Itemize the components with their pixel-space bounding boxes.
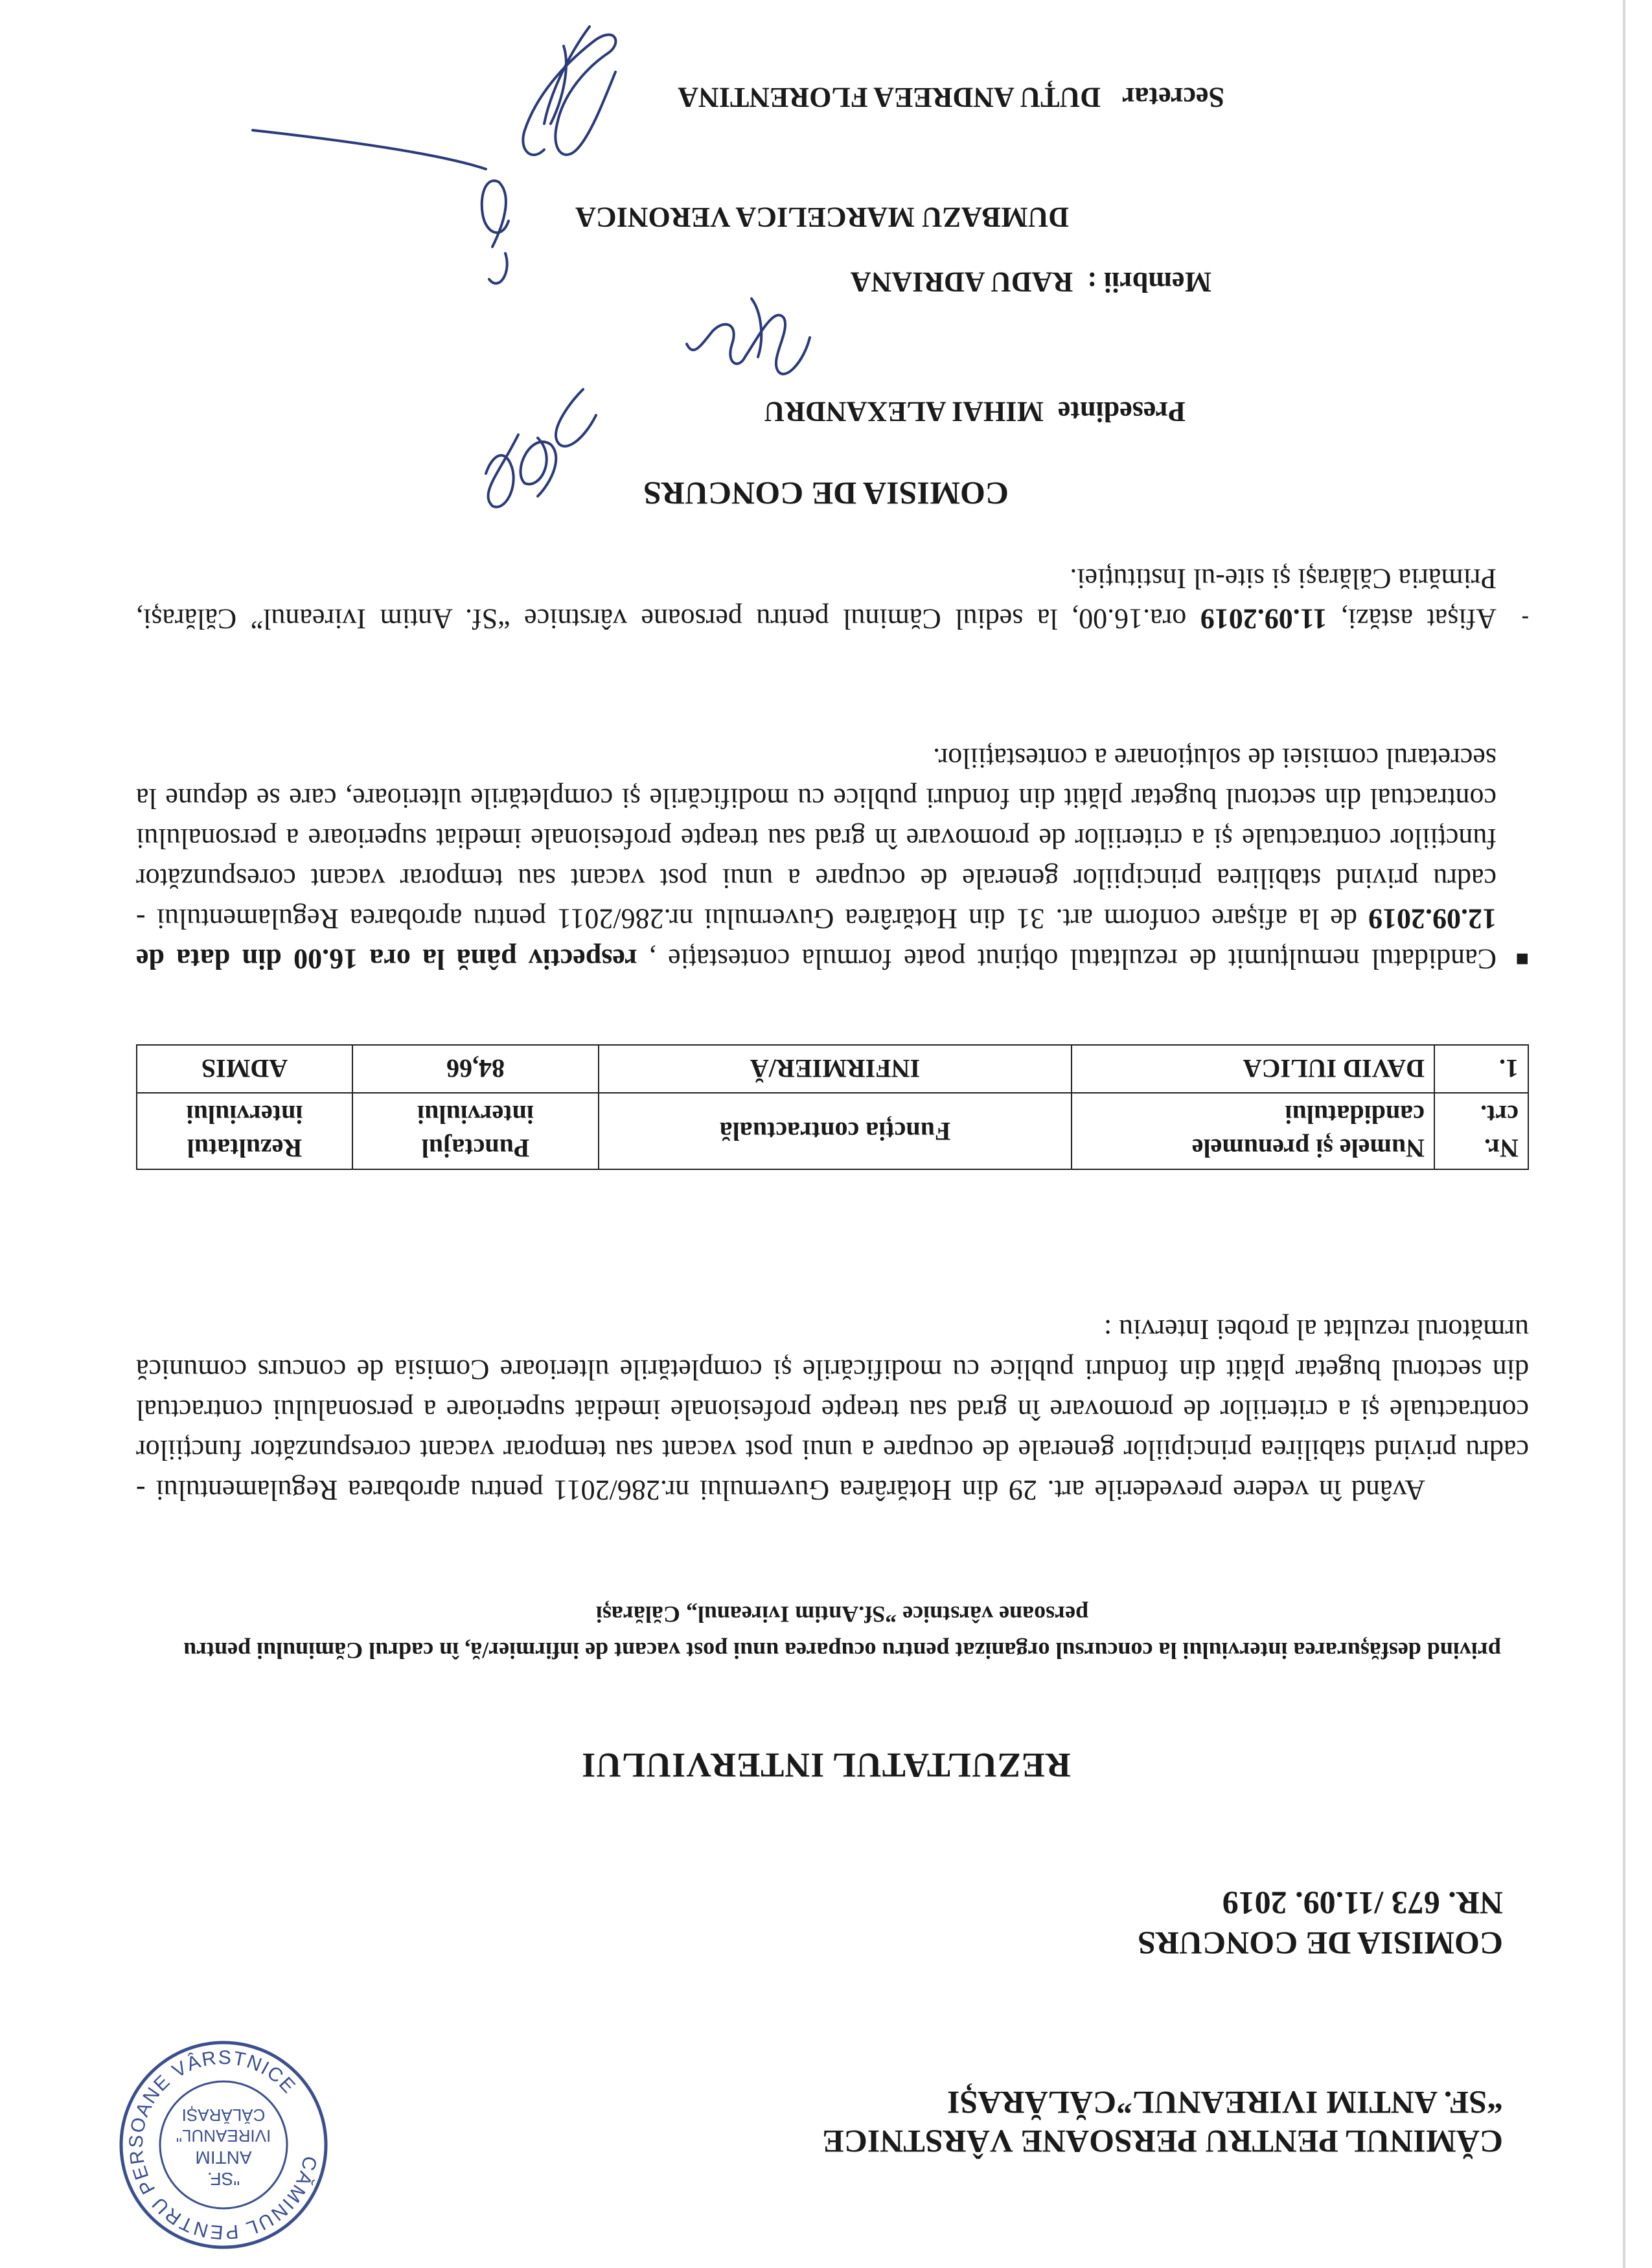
president-name: MIHAI ALEXANDRU [764, 396, 1044, 428]
header-function: Funcția contractuală [599, 1093, 1072, 1169]
document-subtitle: privind desfășurarea interviului la concursul organizat pentru ocuparea unui post vacant de infirmier/ă, în cadrul Căminului pentru persoane vârstnice ”Sf.Antim Ivireanul„ Călărași [183, 1601, 1501, 1664]
president-row [764, 395, 1186, 428]
contest-notice-part-1: Candidatul nemulțumit de rezultatul obținut poate formula contestație , [637, 943, 1497, 975]
header-score: Punctajul interviului [352, 1093, 599, 1169]
posting-notice-part-2: ora.16.00, la sediul Căminul pentru persoane vârstnice “Sf. Antim Ivireanul” Călărași, Primăria Călărași și site-ul Instituției. [136, 563, 1497, 635]
cell-nr: 1. [1434, 1045, 1528, 1093]
signature-member-1 [687, 299, 810, 374]
cell-score: 84,66 [352, 1045, 599, 1093]
cell-function: INFIRMIER/Ă [599, 1045, 1072, 1093]
contest-deadline: respectiv până la ora 16.00 din data de 12.09.2019 [136, 903, 1497, 975]
registration-number: NR. 673 /11.09. 2019 [1222, 1885, 1503, 1921]
results-table [136, 1044, 1529, 1170]
member-1-name: RADU ADRIANA [850, 266, 1073, 298]
signature-member-2 [253, 130, 509, 283]
signature-secretary [523, 27, 615, 155]
posting-notice-part-1: Afișat astăzi, [1327, 603, 1497, 635]
president-role: Presedinte [1057, 396, 1186, 428]
posting-notice [136, 558, 1529, 639]
dash-bullet-icon: - [1521, 607, 1529, 631]
institution-name-line-1: CĂMINUL PENTRU PERSOANE VÂRSTNICE [822, 2124, 1503, 2160]
secretary-row [678, 81, 1224, 114]
institution-name-line-2: “SF. ANTIM IVIREANUL”CĂLĂRAȘI [946, 2085, 1503, 2121]
round-stamp [117, 2038, 330, 2252]
members-role: Membrii : [1087, 266, 1211, 298]
table-row [137, 1045, 1528, 1093]
stamp-line-1: "SF. [207, 2169, 240, 2189]
intro-paragraph: Având în vedere prevederile art. 29 din Hotărârea Guvernului nr.286/2011 pentru aprobarea Regulamentului - cadru privind stabilirea principiilor generale de ocupare a unui post vacant sau temporar vacant corespunzător funcțiilor contractuale și a criteriilor de promovare în grad sau treapte profesionale imediat superioare a personalului contractual din sectorul bugetar plătit din fonduri publice cu modificările și completările ulterioare Comisia de concurs comunică următorul rezultat al probei Interviu : [136, 1314, 1529, 1506]
cell-result: ADMIS [137, 1045, 352, 1093]
institution-header [822, 2083, 1503, 2161]
header-result: Rezultatul interviului [137, 1093, 352, 1169]
member-2-name: DUMBAZU MARCELICA VERONICA [575, 201, 1069, 233]
posting-notice-text [136, 558, 1497, 639]
header-name: Numele și prenumele candidatului [1072, 1093, 1434, 1169]
secretary-name: DUȚU ANDREEA FLORENTINA [678, 82, 1101, 113]
commission-header [1138, 1883, 1503, 1964]
member-2-row [575, 201, 1069, 234]
square-bullet-icon: ■ [1515, 947, 1529, 971]
table-header-row [137, 1093, 1528, 1169]
posting-date: 11.09.2019 [1200, 603, 1327, 635]
stamp-line-4: CĂLĂRAȘI [181, 2105, 266, 2125]
commission-block-title: COMISIA DE CONCURS [643, 475, 1009, 512]
stamp-line-3: IVIREANUL" [176, 2126, 271, 2146]
contest-notice [136, 738, 1529, 979]
members-row [851, 266, 1211, 299]
contest-notice-part-2: de la afișare conform art. 31 din Hotărârea Guvernului nr.286/2011 pentru aprobarea Regulamentului - cadru privind stabilirea principiilor generale de ocupare a unui post vacant sau temporar vacant corespunzător funcțiilor contractuale și a criteriilor de promovare în grad sau treapte profesionale imediat superioare a personalului contractual din sectorul bugetar plătit din fonduri publice cu modificările și completările ulterioare, care se depune la secretarul comisiei de soluționare a contestațiilor. [136, 742, 1497, 935]
stamp-line-2: ANTIM [195, 2148, 252, 2168]
secretary-role: Secretar [1122, 82, 1224, 113]
document-title: REZULTATUL INTERVIULUI [581, 1746, 1071, 1785]
contest-notice-text [136, 738, 1497, 979]
commission-name: COMISIA DE CONCURS [1138, 1925, 1503, 1962]
cell-name: DAVID IULICA [1072, 1045, 1434, 1093]
header-nr: Nr. crt. [1434, 1093, 1528, 1169]
stamp-outer-text: CĂMINUL PENTRU PERSOANE VÂRSTNICE [125, 2046, 321, 2243]
